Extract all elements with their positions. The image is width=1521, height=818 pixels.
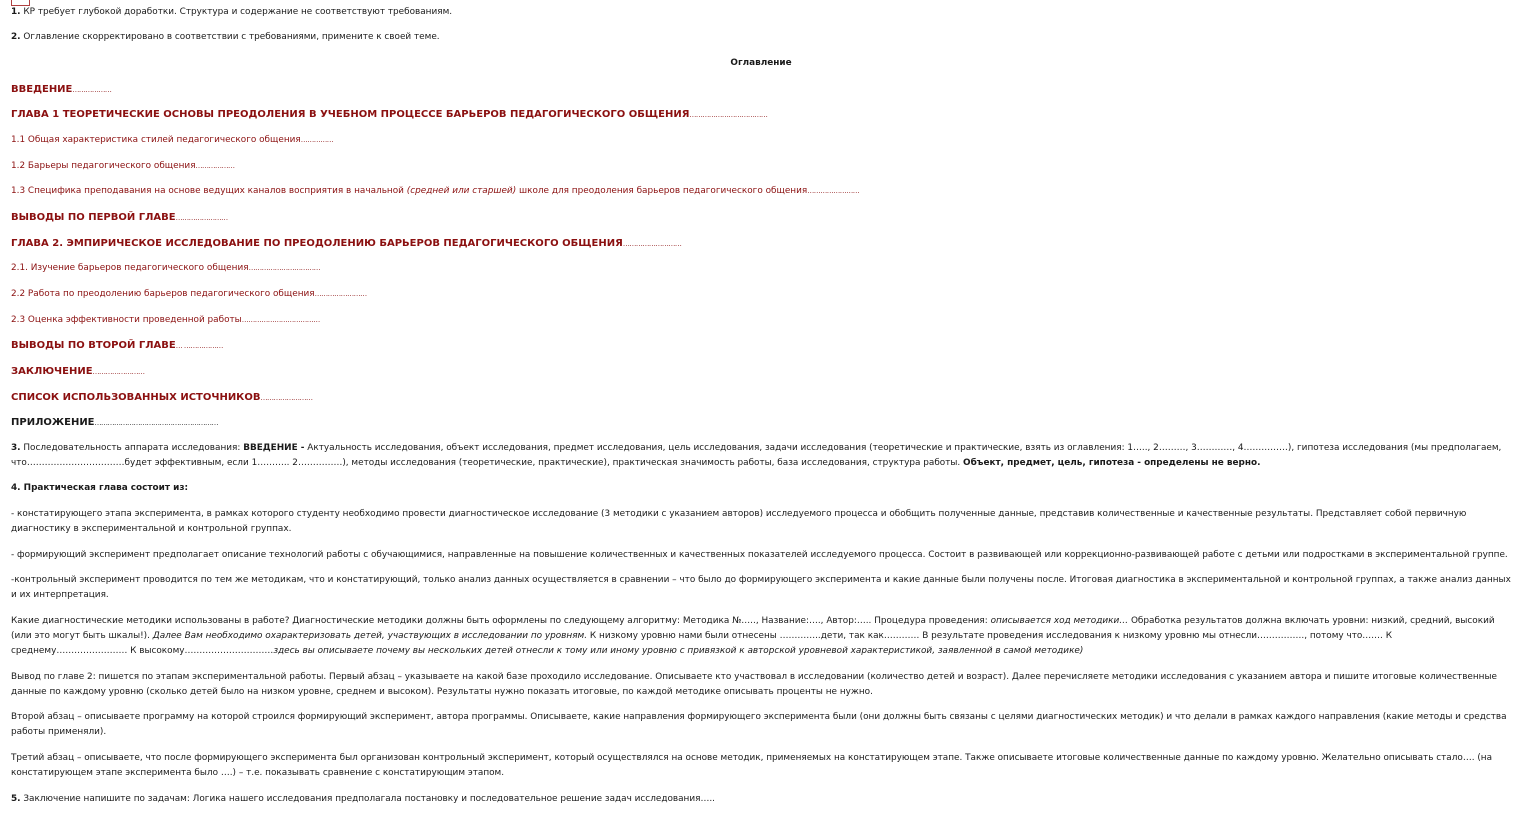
toc-leader: …………………… xyxy=(314,290,367,298)
remark-text: Заключение напишите по задачам: Логика нашего исследования предполагала постановку и последовательное решение задач исследования….. xyxy=(20,794,715,804)
toc-leader: ……………… xyxy=(72,86,112,94)
toc-leader: ……………… xyxy=(195,162,235,170)
remark-2 xyxy=(11,30,440,45)
toc-item-2-3[interactable] xyxy=(11,313,320,328)
toc-item-1-2[interactable] xyxy=(11,159,235,174)
toc-label: 2.2 Работа по преодолению барьеров педагогического общения xyxy=(11,289,315,299)
toc-label: 1.2 Барьеры педагогического общения xyxy=(11,161,196,171)
toc-label: ВЫВОДЫ ПО ПЕРВОЙ ГЛАВЕ xyxy=(11,212,176,223)
toc-item-1-3[interactable] xyxy=(11,184,859,199)
toc-leader: …………………… xyxy=(175,214,228,222)
toc-item-1-1[interactable] xyxy=(11,133,333,148)
toc-label-italic: (средней или старшей) xyxy=(406,186,517,196)
remark-number: 1. xyxy=(11,7,21,17)
remark-text: Последовательность аппарата исследования: xyxy=(20,443,244,453)
remark-number: 2. xyxy=(11,32,21,42)
remark-verdict: Объект, предмет, цель, гипотеза - определены не верно. xyxy=(963,458,1261,468)
toc-label: школе для преодоления барьеров педагогического общения xyxy=(516,186,808,196)
remark-4-title: 4. Практическая глава состоит из: xyxy=(11,483,189,493)
toc-item-intro[interactable] xyxy=(11,82,111,98)
chapter-2-conclusion-para-2: Второй абзац – описываете программу на которой строился формирующий эксперимент, автора программы. Описываете, какие направления формирующего эксперимента были (они должны быть связаны с целями диагностических методик) и что делали в рамках каждого направления (какие методы и средства работы применяли). xyxy=(11,712,1507,737)
intro-label: ВВЕДЕНИЕ - xyxy=(243,443,305,453)
toc-leader: ……………………………… xyxy=(689,111,768,119)
toc-leader: …………… xyxy=(300,136,334,144)
toc-item-conclusions-1[interactable] xyxy=(11,210,228,226)
methods-text: Какие диагностические методики использованы в работе? Диагностические методики должны быть оформлены по следующему алгоритму: Методика №….., Название:…., Автор:….. Процедура проведения: xyxy=(11,616,991,626)
toc-label: 2.1. Изучение барьеров педагогического общения xyxy=(11,263,249,273)
toc-leader: … ……………… xyxy=(175,342,223,350)
toc-item-conclusions-2[interactable] xyxy=(11,338,223,354)
toc-label: ПРИЛОЖЕНИЕ xyxy=(11,417,95,428)
toc-item-appendix[interactable] xyxy=(11,415,218,431)
toc-leader: …………………… xyxy=(92,368,145,376)
remark-number: 3. xyxy=(11,443,21,453)
remark-5 xyxy=(11,792,715,807)
toc-item-chapter-2[interactable] xyxy=(11,236,681,252)
toc-item-2-1[interactable] xyxy=(11,261,320,276)
remark-text: Оглавление скорректировано в соответствии с требованиями, примените к своей теме. xyxy=(23,32,440,42)
toc-label: 2.3 Оценка эффективности проведенной работы xyxy=(11,315,242,325)
toc-title: Оглавление xyxy=(730,58,792,68)
toc-label: ВЫВОДЫ ПО ВТОРОЙ ГЛАВЕ xyxy=(11,340,176,351)
chapter-2-conclusion-para-1: Вывод по главе 2: пишется по этапам экспериментальной работы. Первый абзац – указываете на какой базе проходило исследование. Описываете кто участвовал в исследовании (количество детей и возраст). Далее перечисляете методики исследования с указанием автора и пишите итоговые количественные данные по каждому уровню (сколько детей было на низком уровне, среднем и высоком). Результаты нужно показать итоговые, по каждой методике описывать проценты не нужно. xyxy=(11,672,1497,697)
practical-stage-forming: - формирующий эксперимент предполагает описание технологий работы с обучающимися, направленные на повышение количественных и качественных показателей исследуемого процесса. Состоит в развивающей или коррекционно-развивающей работе с детьми или подростками в экспериментальной группе. xyxy=(11,550,1508,560)
toc-item-references[interactable] xyxy=(11,390,312,406)
practical-stage-ascertaining: - констатирующего этапа эксперимента, в рамках которого студенту необходимо провести диагностическое исследование (3 методики с указанием авторов) исследуемого процесса и обобщить полученные данные, представив количественные и качественные результаты. Представляет собой первичную диагностику в экспериментальной и контрольной группах. xyxy=(11,509,1467,534)
toc-item-2-2[interactable] xyxy=(11,287,367,302)
remark-text: Актуальность исследования, объект исследования, предмет исследования, цель исследования, задачи исследования (теоретические и практические, взять из оглавления: 1….., 2………, 3…………, 4……………), гипотеза исследования (мы предполагаем, что……………………………будет эффективным, если 1……….. 2……………), методы исследования (теоретические, практические), практическая значимость работы, база исследования, структура работы. xyxy=(11,443,1502,468)
remark-number: 5. xyxy=(11,794,21,804)
toc-label: 1.1 Общая характеристика стилей педагогического общения xyxy=(11,135,301,145)
toc-item-chapter-1[interactable] xyxy=(11,107,767,123)
toc-item-conclusion[interactable] xyxy=(11,364,145,380)
remark-text: КР требует глубокой доработки. Структура и содержание не соответствуют требованиям. xyxy=(23,7,453,17)
toc-leader: …………………… xyxy=(807,187,860,195)
toc-label: СПИСОК ИСПОЛЬЗОВАННЫХ ИСТОЧНИКОВ xyxy=(11,392,261,403)
methods-text-italic: описывается ход методики… xyxy=(990,616,1129,626)
methods-paragraph xyxy=(11,614,1511,659)
chapter-2-conclusion-para-3: Третий абзац – описываете, что после формирующего эксперимента был организован контрольный эксперимент, который осуществлялся на основе методик, применяемых на констатирующем этапе. Также описываете итоговые количественные данные по каждому уровню. Желательно описывать стало…. (на констатирующем этапе эксперимента было ….) – т.е. показывать сравнение с констатирующим этапом. xyxy=(11,753,1493,778)
toc-leader: ………………………………………………… xyxy=(94,419,219,427)
methods-text: Обработка результатов должна включать уровни: низкий, средний, высокий (или это могут быть шкалы!). xyxy=(11,616,1495,641)
toc-leader: …………………………… xyxy=(248,264,321,272)
methods-text-italic: здесь вы описываете почему вы нескольких детей отнесли к тому или иному уровню с привязкой к авторской уровневой характеристикой, заявленной в самой методике) xyxy=(273,646,1084,656)
remark-1 xyxy=(11,5,452,20)
toc-label: ЗАКЛЮЧЕНИЕ xyxy=(11,366,93,377)
methods-text: К низкому уровню нами были отнесены …………..дети, так как………… В результате проведения исследования к низкому уровню мы отнесли……………., потому что……. К среднему…………………… К высокому………………………… xyxy=(11,631,1392,656)
methods-text-italic: Далее Вам необходимо охарактеризовать детей, участвующих в исследовании по уровням. xyxy=(152,631,588,641)
toc-label: ГЛАВА 2. ЭМПИРИЧЕСКОЕ ИССЛЕДОВАНИЕ ПО ПРЕОДОЛЕНИЮ БАРЬЕРОВ ПЕДАГОГИЧЕСКОГО ОБЩЕНИЯ xyxy=(11,238,623,249)
toc-leader: ……………………………… xyxy=(241,316,320,324)
toc-label: ВВЕДЕНИЕ xyxy=(11,84,73,95)
toc-label: 1.3 Специфика преподавания на основе ведущих каналов восприятия в начальной xyxy=(11,186,407,196)
toc-leader: ……………………… xyxy=(622,240,682,248)
toc-label: ГЛАВА 1 ТЕОРЕТИЧЕСКИЕ ОСНОВЫ ПРЕОДОЛЕНИЯ В УЧЕБНОМ ПРОЦЕССЕ БАРЬЕРОВ ПЕДАГОГИЧЕСКОГО ОБЩЕНИЯ xyxy=(11,109,690,120)
practical-stage-control: -контрольный эксперимент проводится по тем же методикам, что и констатирующий, только анализ данных осуществляется в сравнении – что было до формирующего эксперимента и какие данные были получены после. Итоговая диагностика в экспериментальной и контрольной группах, а также анализ данных и их интерпретация. xyxy=(11,575,1511,600)
remark-3 xyxy=(11,441,1511,471)
toc-leader: …………………… xyxy=(260,394,313,402)
